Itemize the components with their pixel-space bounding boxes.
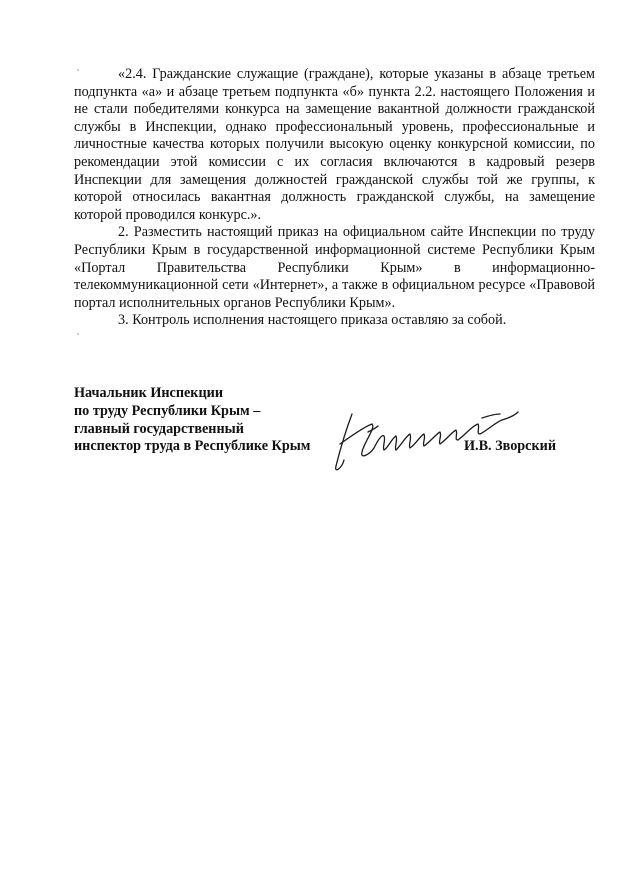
signatory-title-line: инспектор труда в Республике Крым (74, 438, 311, 455)
signatory-title-line: по труду Республики Крым – (74, 402, 261, 419)
signer-name: И.В. Зворский (464, 438, 556, 454)
signatory-title-line: Начальник Инспекции (74, 385, 223, 401)
signatory-title-line: главный государственный (74, 420, 244, 437)
scan-speck (77, 333, 79, 335)
document-body (74, 66, 595, 330)
paragraph-2: 2. Разместить настоящий приказ на официальном сайте Инспекции по труду Республики Крым в государственной информационной системе Республики Крым «Портал Правительства Республики Крым» в информационно-телекоммуникационной сети «Интернет», а также в официальном ресурсе «Правовой портал исполнительных органов Республики Крым». (74, 224, 595, 311)
paragraph-3: 3. Контроль исполнения настоящего приказа оставляю за собой. (118, 312, 507, 329)
paragraph-2-4: «2.4. Гражданские служащие (граждане), которые указаны в абзаце третьем подпункта «а» и абзаце третьем подпункта «б» пункта 2.2. настоящего Положения и не стали победителями конкурса на замещение вакантной должности гражданской службы в Инспекции, однако профессиональный уровень, профессиональные и личностные качества которых получили высокую оценку конкурсной комиссии, по рекомендации этой комиссии с их согласия включаются в кадровый резерв Инспекции для замещения должностей гражданской службы той же группы, к которой относилась вакантная должность гражданской службы, на замещение которой проводился конкурс.». (74, 66, 595, 223)
signatory-title (74, 385, 310, 456)
